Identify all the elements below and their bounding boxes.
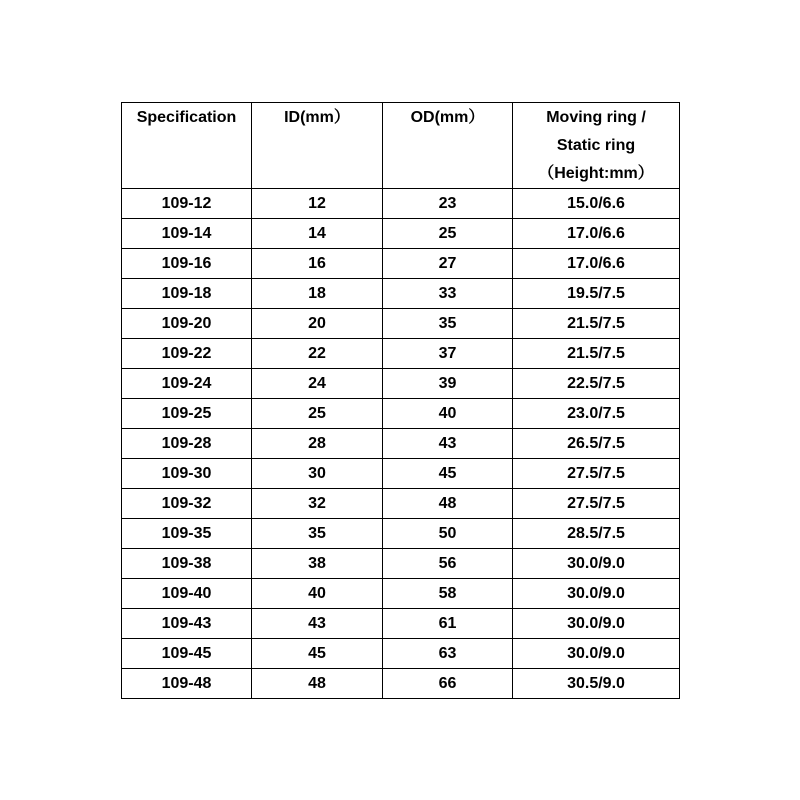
header-ring-height-line3: （Height:mm）	[538, 165, 654, 182]
cell-inner-diameter: 38	[252, 549, 383, 579]
table-row	[122, 489, 680, 519]
cell-ring-height: 21.5/7.5	[513, 309, 680, 339]
cell-inner-diameter: 28	[252, 429, 383, 459]
table-row	[122, 339, 680, 369]
table-header	[122, 103, 680, 189]
cell-specification: 109-43	[122, 609, 252, 639]
cell-inner-diameter: 30	[252, 459, 383, 489]
header-specification: Specification	[122, 103, 252, 189]
table-row	[122, 369, 680, 399]
cell-outer-diameter: 50	[383, 519, 513, 549]
table-body	[122, 189, 680, 699]
cell-specification: 109-32	[122, 489, 252, 519]
cell-outer-diameter: 39	[383, 369, 513, 399]
header-outer-diameter: OD(mm）	[383, 103, 513, 189]
cell-ring-height: 30.0/9.0	[513, 639, 680, 669]
table-row	[122, 519, 680, 549]
cell-ring-height: 30.0/9.0	[513, 579, 680, 609]
cell-specification: 109-18	[122, 279, 252, 309]
cell-ring-height: 23.0/7.5	[513, 399, 680, 429]
cell-ring-height: 15.0/6.6	[513, 189, 680, 219]
table-row	[122, 429, 680, 459]
cell-specification: 109-24	[122, 369, 252, 399]
cell-ring-height: 30.5/9.0	[513, 669, 680, 699]
cell-outer-diameter: 66	[383, 669, 513, 699]
table-row	[122, 459, 680, 489]
cell-specification: 109-28	[122, 429, 252, 459]
cell-outer-diameter: 40	[383, 399, 513, 429]
cell-ring-height: 19.5/7.5	[513, 279, 680, 309]
cell-inner-diameter: 45	[252, 639, 383, 669]
cell-inner-diameter: 20	[252, 309, 383, 339]
cell-outer-diameter: 63	[383, 639, 513, 669]
table-row	[122, 399, 680, 429]
cell-inner-diameter: 32	[252, 489, 383, 519]
cell-ring-height: 17.0/6.6	[513, 219, 680, 249]
table-row	[122, 549, 680, 579]
cell-ring-height: 22.5/7.5	[513, 369, 680, 399]
cell-outer-diameter: 58	[383, 579, 513, 609]
table-row	[122, 639, 680, 669]
table-row	[122, 189, 680, 219]
table-row	[122, 279, 680, 309]
cell-ring-height: 17.0/6.6	[513, 249, 680, 279]
cell-specification: 109-48	[122, 669, 252, 699]
cell-ring-height: 30.0/9.0	[513, 609, 680, 639]
cell-outer-diameter: 61	[383, 609, 513, 639]
cell-inner-diameter: 25	[252, 399, 383, 429]
cell-inner-diameter: 48	[252, 669, 383, 699]
table-row	[122, 219, 680, 249]
table-row	[122, 309, 680, 339]
cell-outer-diameter: 43	[383, 429, 513, 459]
cell-specification: 109-35	[122, 519, 252, 549]
cell-specification: 109-16	[122, 249, 252, 279]
cell-inner-diameter: 12	[252, 189, 383, 219]
cell-ring-height: 27.5/7.5	[513, 489, 680, 519]
cell-specification: 109-20	[122, 309, 252, 339]
cell-outer-diameter: 56	[383, 549, 513, 579]
cell-inner-diameter: 35	[252, 519, 383, 549]
table-row	[122, 579, 680, 609]
cell-outer-diameter: 45	[383, 459, 513, 489]
cell-specification: 109-14	[122, 219, 252, 249]
cell-inner-diameter: 40	[252, 579, 383, 609]
cell-ring-height: 28.5/7.5	[513, 519, 680, 549]
cell-outer-diameter: 33	[383, 279, 513, 309]
cell-outer-diameter: 35	[383, 309, 513, 339]
cell-outer-diameter: 23	[383, 189, 513, 219]
header-row	[122, 103, 680, 189]
cell-outer-diameter: 25	[383, 219, 513, 249]
header-inner-diameter: ID(mm）	[252, 103, 383, 189]
table-row	[122, 669, 680, 699]
table-row	[122, 609, 680, 639]
table-row	[122, 249, 680, 279]
cell-outer-diameter: 48	[383, 489, 513, 519]
header-ring-height	[513, 103, 680, 189]
cell-outer-diameter: 27	[383, 249, 513, 279]
cell-specification: 109-12	[122, 189, 252, 219]
cell-specification: 109-38	[122, 549, 252, 579]
cell-specification: 109-40	[122, 579, 252, 609]
cell-specification: 109-25	[122, 399, 252, 429]
cell-ring-height: 30.0/9.0	[513, 549, 680, 579]
cell-specification: 109-30	[122, 459, 252, 489]
cell-outer-diameter: 37	[383, 339, 513, 369]
cell-ring-height: 27.5/7.5	[513, 459, 680, 489]
cell-inner-diameter: 16	[252, 249, 383, 279]
cell-ring-height: 26.5/7.5	[513, 429, 680, 459]
cell-inner-diameter: 22	[252, 339, 383, 369]
header-ring-height-line1: Moving ring /	[546, 109, 646, 126]
cell-inner-diameter: 24	[252, 369, 383, 399]
cell-inner-diameter: 14	[252, 219, 383, 249]
header-ring-height-line2: Static ring	[556, 137, 636, 154]
specification-table	[121, 102, 680, 699]
cell-inner-diameter: 18	[252, 279, 383, 309]
cell-ring-height: 21.5/7.5	[513, 339, 680, 369]
cell-specification: 109-45	[122, 639, 252, 669]
cell-specification: 109-22	[122, 339, 252, 369]
cell-inner-diameter: 43	[252, 609, 383, 639]
